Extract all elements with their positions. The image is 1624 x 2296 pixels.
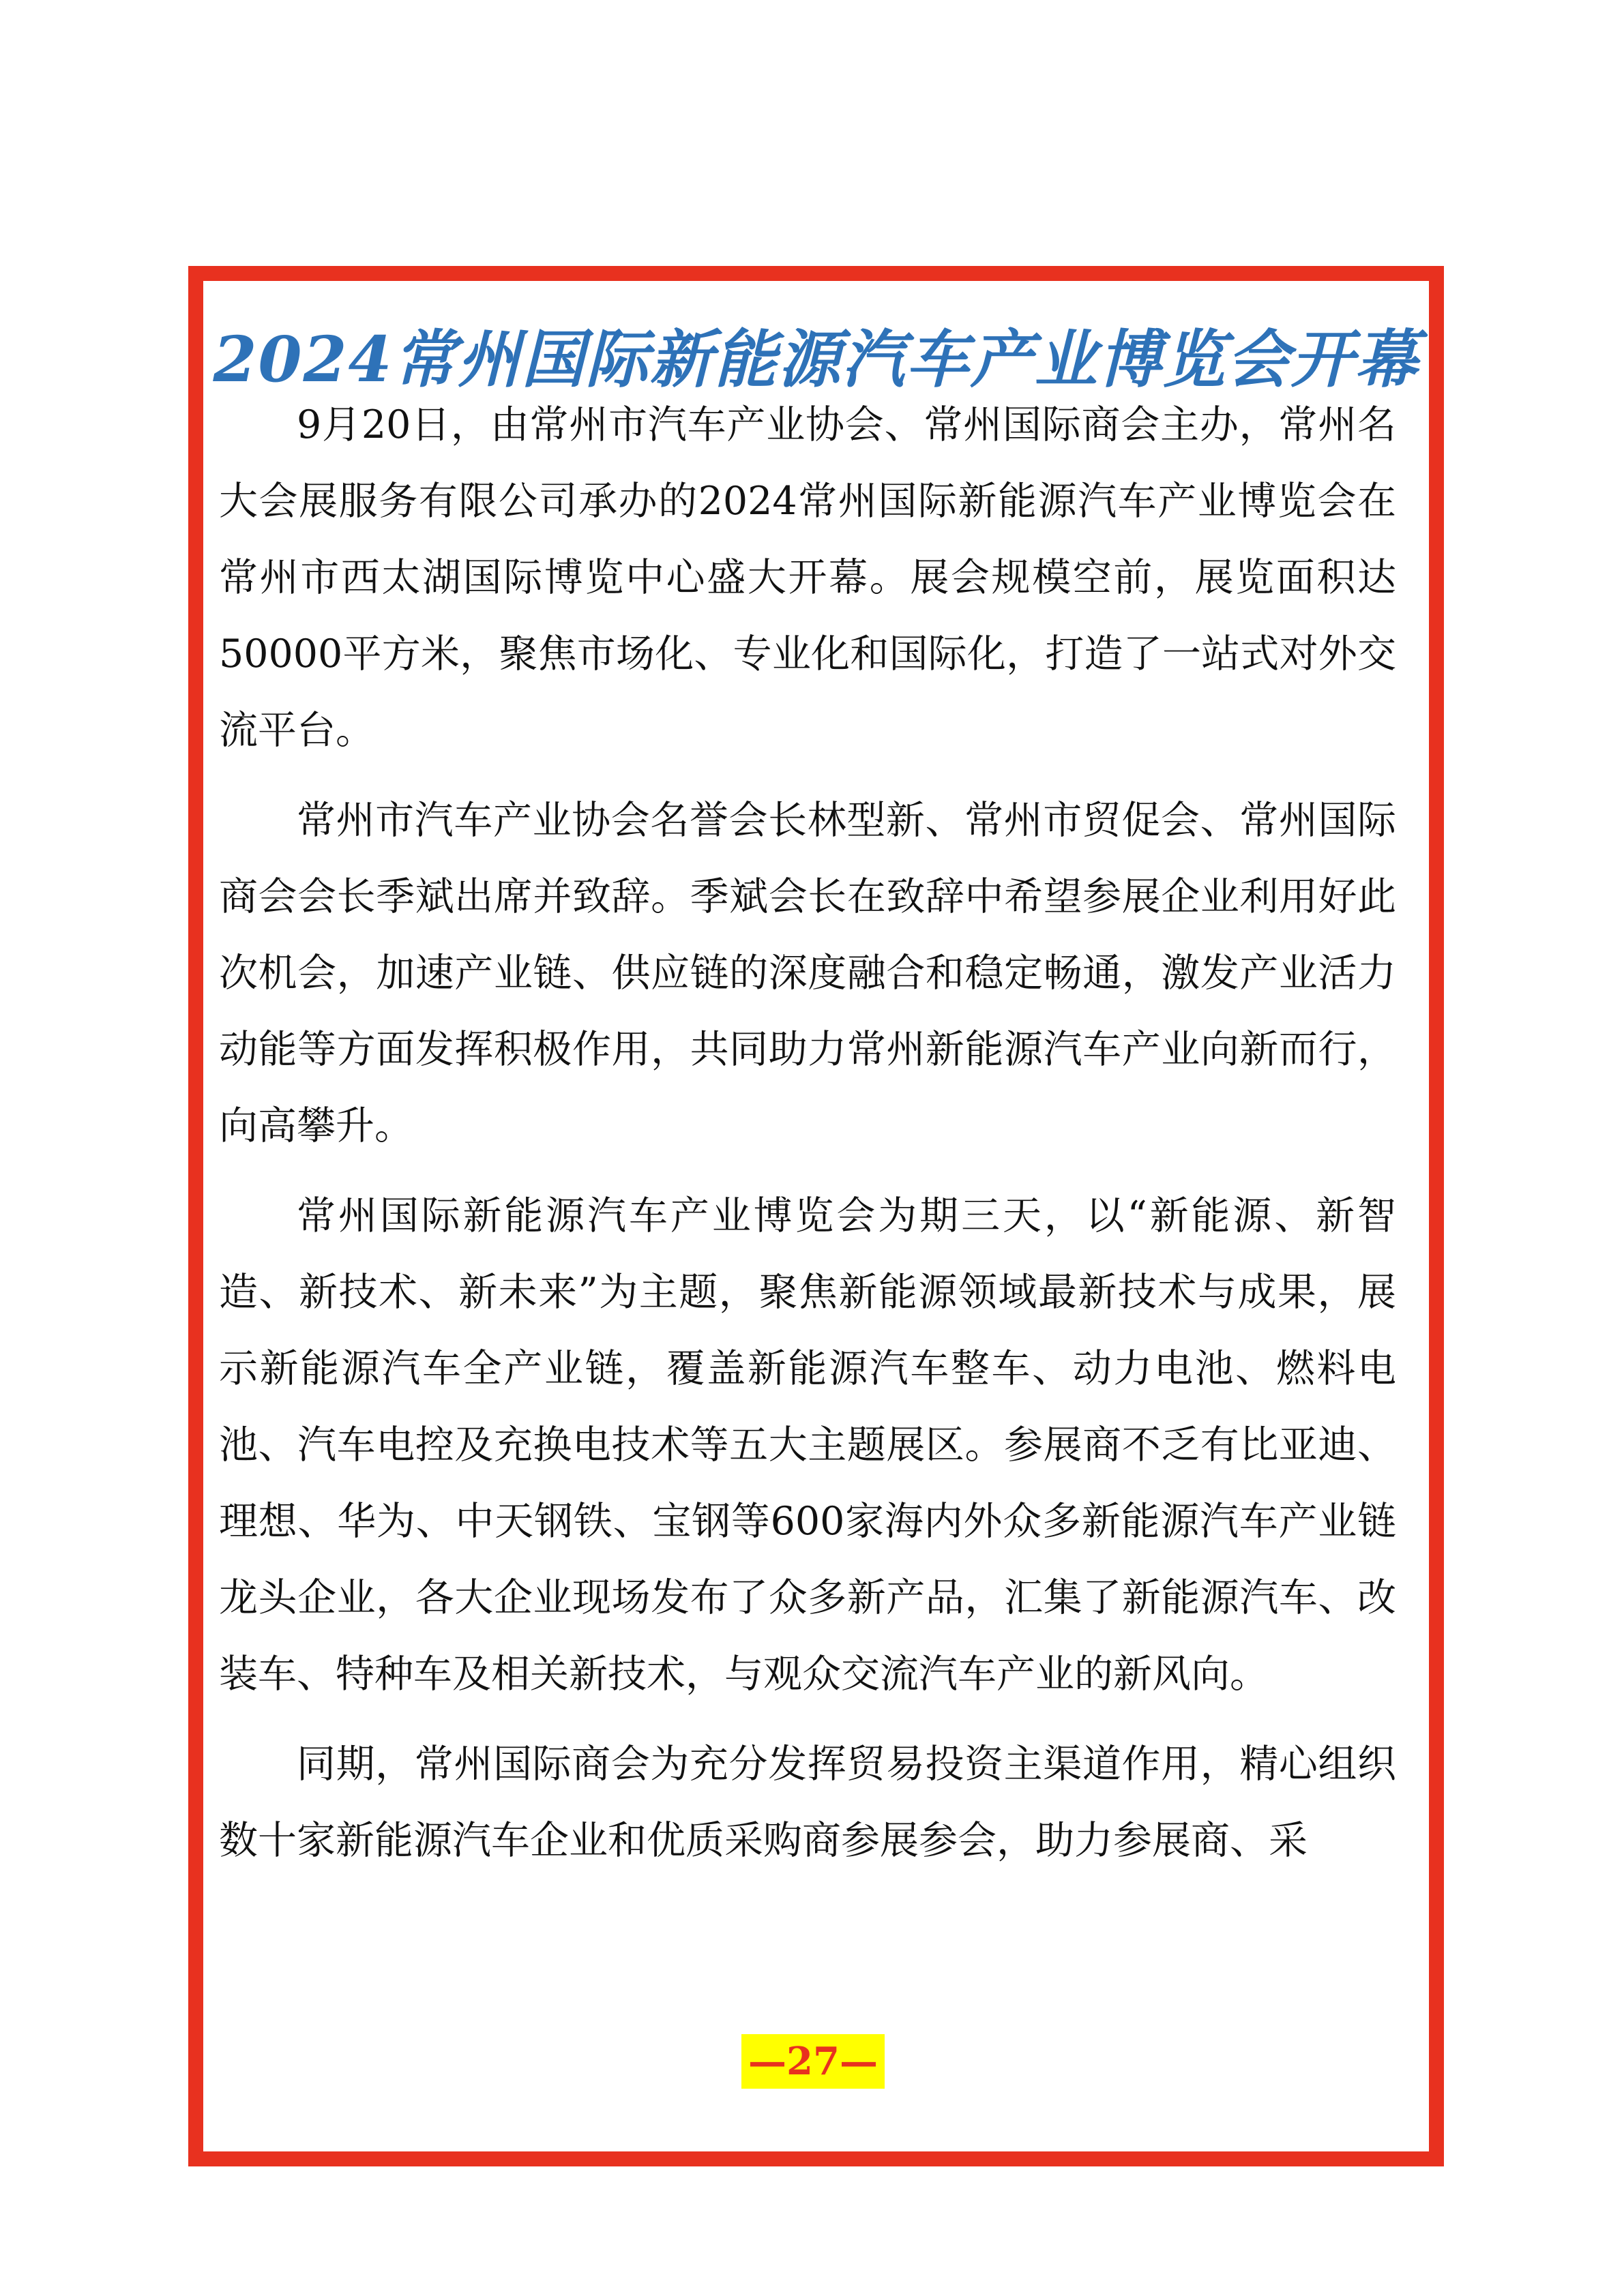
article-title: 2024常州国际新能源汽车产业博览会开幕	[213, 323, 1419, 396]
page-frame	[188, 266, 1444, 2166]
page-number: —27—	[741, 2034, 885, 2089]
paragraph-2: 常州市汽车产业协会名誉会长林型新、常州市贸促会、常州国际商会会长季斌出席并致辞。季斌会长在致辞中希望参展企业利用好此次机会，加速产业链、供应链的深度融合和稳定畅通，激发产业活力动能等方面发挥积极作用，共同助力常州新能源汽车产业向新而行，向高攀升。	[219, 798, 1396, 1148]
article-body	[219, 387, 1396, 1892]
paragraph-3: 常州国际新能源汽车产业博览会为期三天，以“新能源、新智造、新技术、新未来”为主题，聚焦新能源领域最新技术与成果，展示新能源汽车全产业链，覆盖新能源汽车整车、动力电池、燃料电池、汽车电控及充换电技术等五大主题展区。参展商不乏有比亚迪、理想、华为、中天钢铁、宝钢等600家海内外众多新能源汽车产业链龙头企业，各大企业现场发布了众多新产品，汇集了新能源汽车、改装车、特种车及相关新技术，与观众交流汽车产业的新风向。	[219, 1193, 1396, 1697]
paragraph-1: 9月20日，由常州市汽车产业协会、常州国际商会主办，常州名大会展服务有限公司承办的2024常州国际新能源汽车产业博览会在常州市西太湖国际博览中心盛大开幕。展会规模空前，展览面积达50000平方米，聚焦市场化、专业化和国际化，打造了一站式对外交流平台。	[219, 402, 1396, 753]
paragraph-4: 同期，常州国际商会为充分发挥贸易投资主渠道作用，精心组织数十家新能源汽车企业和优质采购商参展参会，助力参展商、采	[219, 1742, 1396, 1863]
